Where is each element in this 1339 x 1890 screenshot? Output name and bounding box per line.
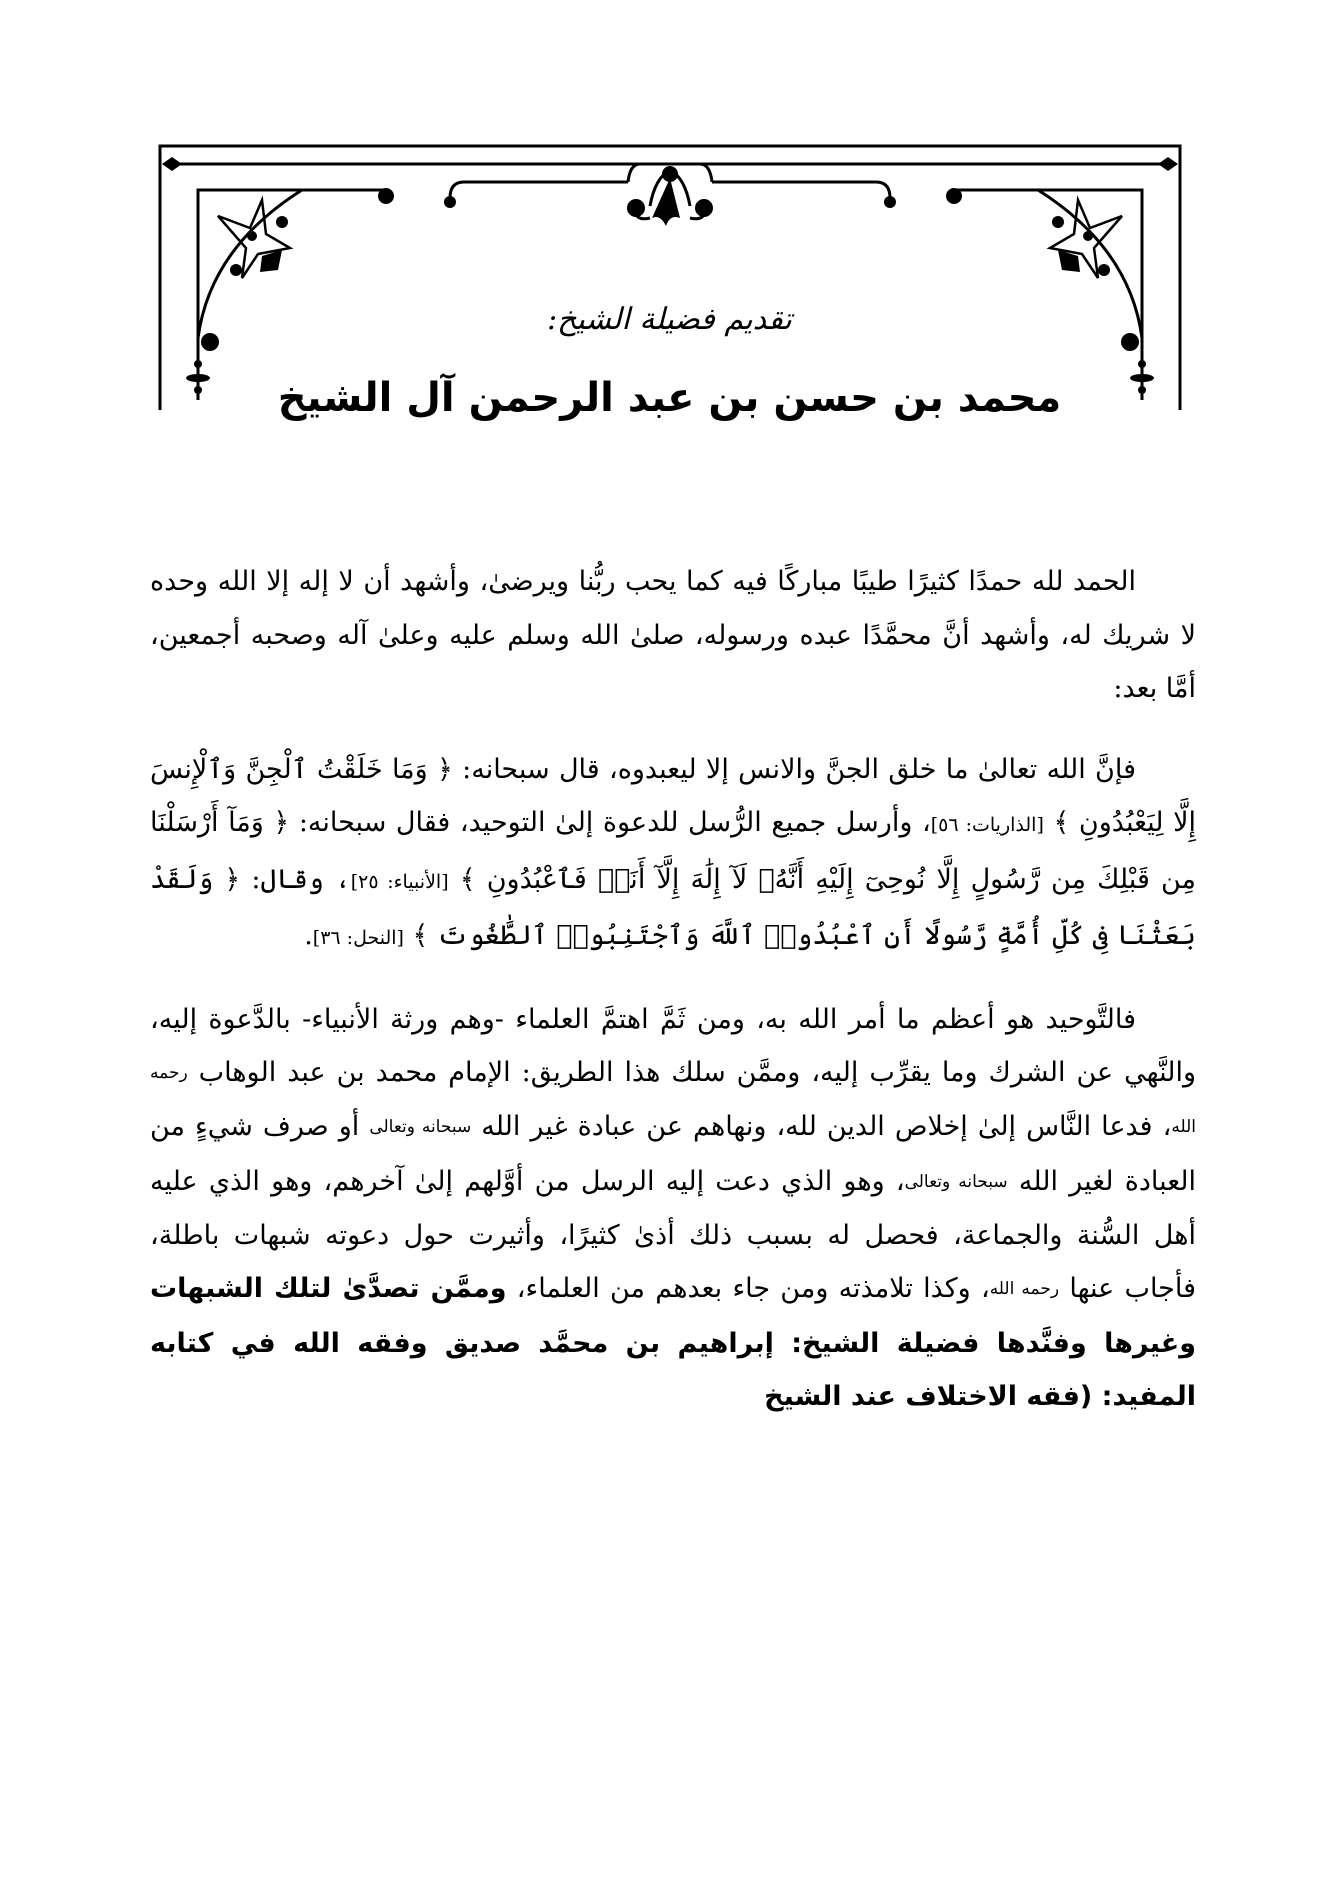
- paragraph-tawhid: [150, 993, 1196, 1424]
- verse-reference: [الأنبياء: ٢٥]: [350, 870, 449, 893]
- subhanahu-glyph-icon: سبحانه وتعالى: [369, 1117, 472, 1137]
- body-text: [150, 555, 1196, 1424]
- verse-reference: [الذاريات: ٥٦]: [930, 814, 1044, 836]
- quran-verse-adh-dhariyat: ﴿ وَمَا خَلَقْتُ ٱلْجِنَّ وَٱلْإِنسَ إِلَّا لِيَعْبُدُونِ ﴾: [150, 753, 1196, 838]
- paragraph-text: ، وقال:: [240, 863, 351, 895]
- paragraph-text: فإنَّ الله تعالىٰ ما خلق الجنَّ والانس إلا ليعبدوه، قال سبحانه:: [452, 753, 1136, 785]
- paragraph-text: فالتَّوحيد هو أعظم ما أمر الله به، ومن ثَمَّ اهتمَّ العلماء -وهم ورثة الأنبياء- بالدَّعوة إليه، والنَّهي عن الشرك وما يقرِّب إليه، وممَّن سلك هذا الطريق: الإمام محمد بن عبد الوهاب: [150, 1003, 1196, 1088]
- paragraph-text: ، وكذا تلامذته ومن جاء بعدهم من العلماء،: [506, 1273, 990, 1305]
- heading-subtitle: تقديم فضيلة الشيخ:: [547, 302, 792, 337]
- paragraph-text: أو صرف شيءٍ من العبادة لغير الله: [150, 1111, 1197, 1197]
- verse-reference: [النحل: ٣٦]: [312, 927, 404, 949]
- paragraph-text: ، فدعا النَّاس إلىٰ إخلاص الدين لله، ونهاهم عن عبادة غير الله: [471, 1111, 1172, 1143]
- quran-verse-an-nahl: ﴿ وَلَقَدْ بَعَثْنَا فِى كُلِّ أُمَّةٍ رَّسُولًا أَنِ ٱعْبُدُوا۟ ٱللَّهَ وَٱجْتَنِبُوا۟ ٱلطَّٰغُوتَ ﴾: [150, 863, 1196, 951]
- paragraph-text: ، وهو الذي دعت إليه الرسل من أوَّلهم إلىٰ آخرهم، وهو الذي عليه أهل السُّنة والجماعة، فحصل له بسبب ذلك أذىٰ كثيرًا، وأثيرت حول دعوته شبهات باطلة، فأجاب عنها: [150, 1165, 1196, 1305]
- paragraph-quran-verses: [150, 743, 1196, 966]
- bold-highlight-text: وممَّن تصدَّىٰ لتلك الشبهات وغيرها وفنَّدها فضيلة الشيخ: إبراهيم بن محمَّد صديق وفقه الله في كتابه المفيد: (فقه الاختلاف عند الشيخ: [150, 1273, 1196, 1412]
- rahimahullah-glyph-icon: رحمه الله: [150, 1062, 1196, 1137]
- paragraph-text: ، وأرسل جميع الرُّسل للدعوة إلىٰ التوحيد، فقال سبحانه:: [289, 807, 931, 838]
- paragraph-text: .: [304, 920, 313, 951]
- rahimahullah-glyph-icon: رحمه الله: [989, 1279, 1060, 1299]
- heading-title: محمد بن حسن بن عبد الرحمن آل الشيخ: [277, 375, 1062, 421]
- subhanahu-glyph-icon: سبحانه وتعالى: [904, 1171, 1008, 1192]
- quran-verse-al-anbiya: ﴿ وَمَآ أَرْسَلْنَا مِن قَبْلِكَ مِن رَّسُولٍ إِلَّا نُوحِىٓ إِلَيْهِ أَنَّهُۥ لَآ إِلَٰهَ إِلَّآ أَنَا۠ فَٱعْبُدُونِ ﴾: [150, 807, 1197, 895]
- paragraph-opening: الحمد لله حمدًا كثيرًا طيبًا مباركًا فيه كما يحب ربُّنا ويرضىٰ، وأشهد أن لا إله إلا الله وحده لا شريك له، وأشهد أنَّ محمَّدًا عبده ورسوله، صلىٰ الله وسلم عليه وعلىٰ آله وصحبه أجمعين، أمَّا بعد:: [150, 566, 1196, 704]
